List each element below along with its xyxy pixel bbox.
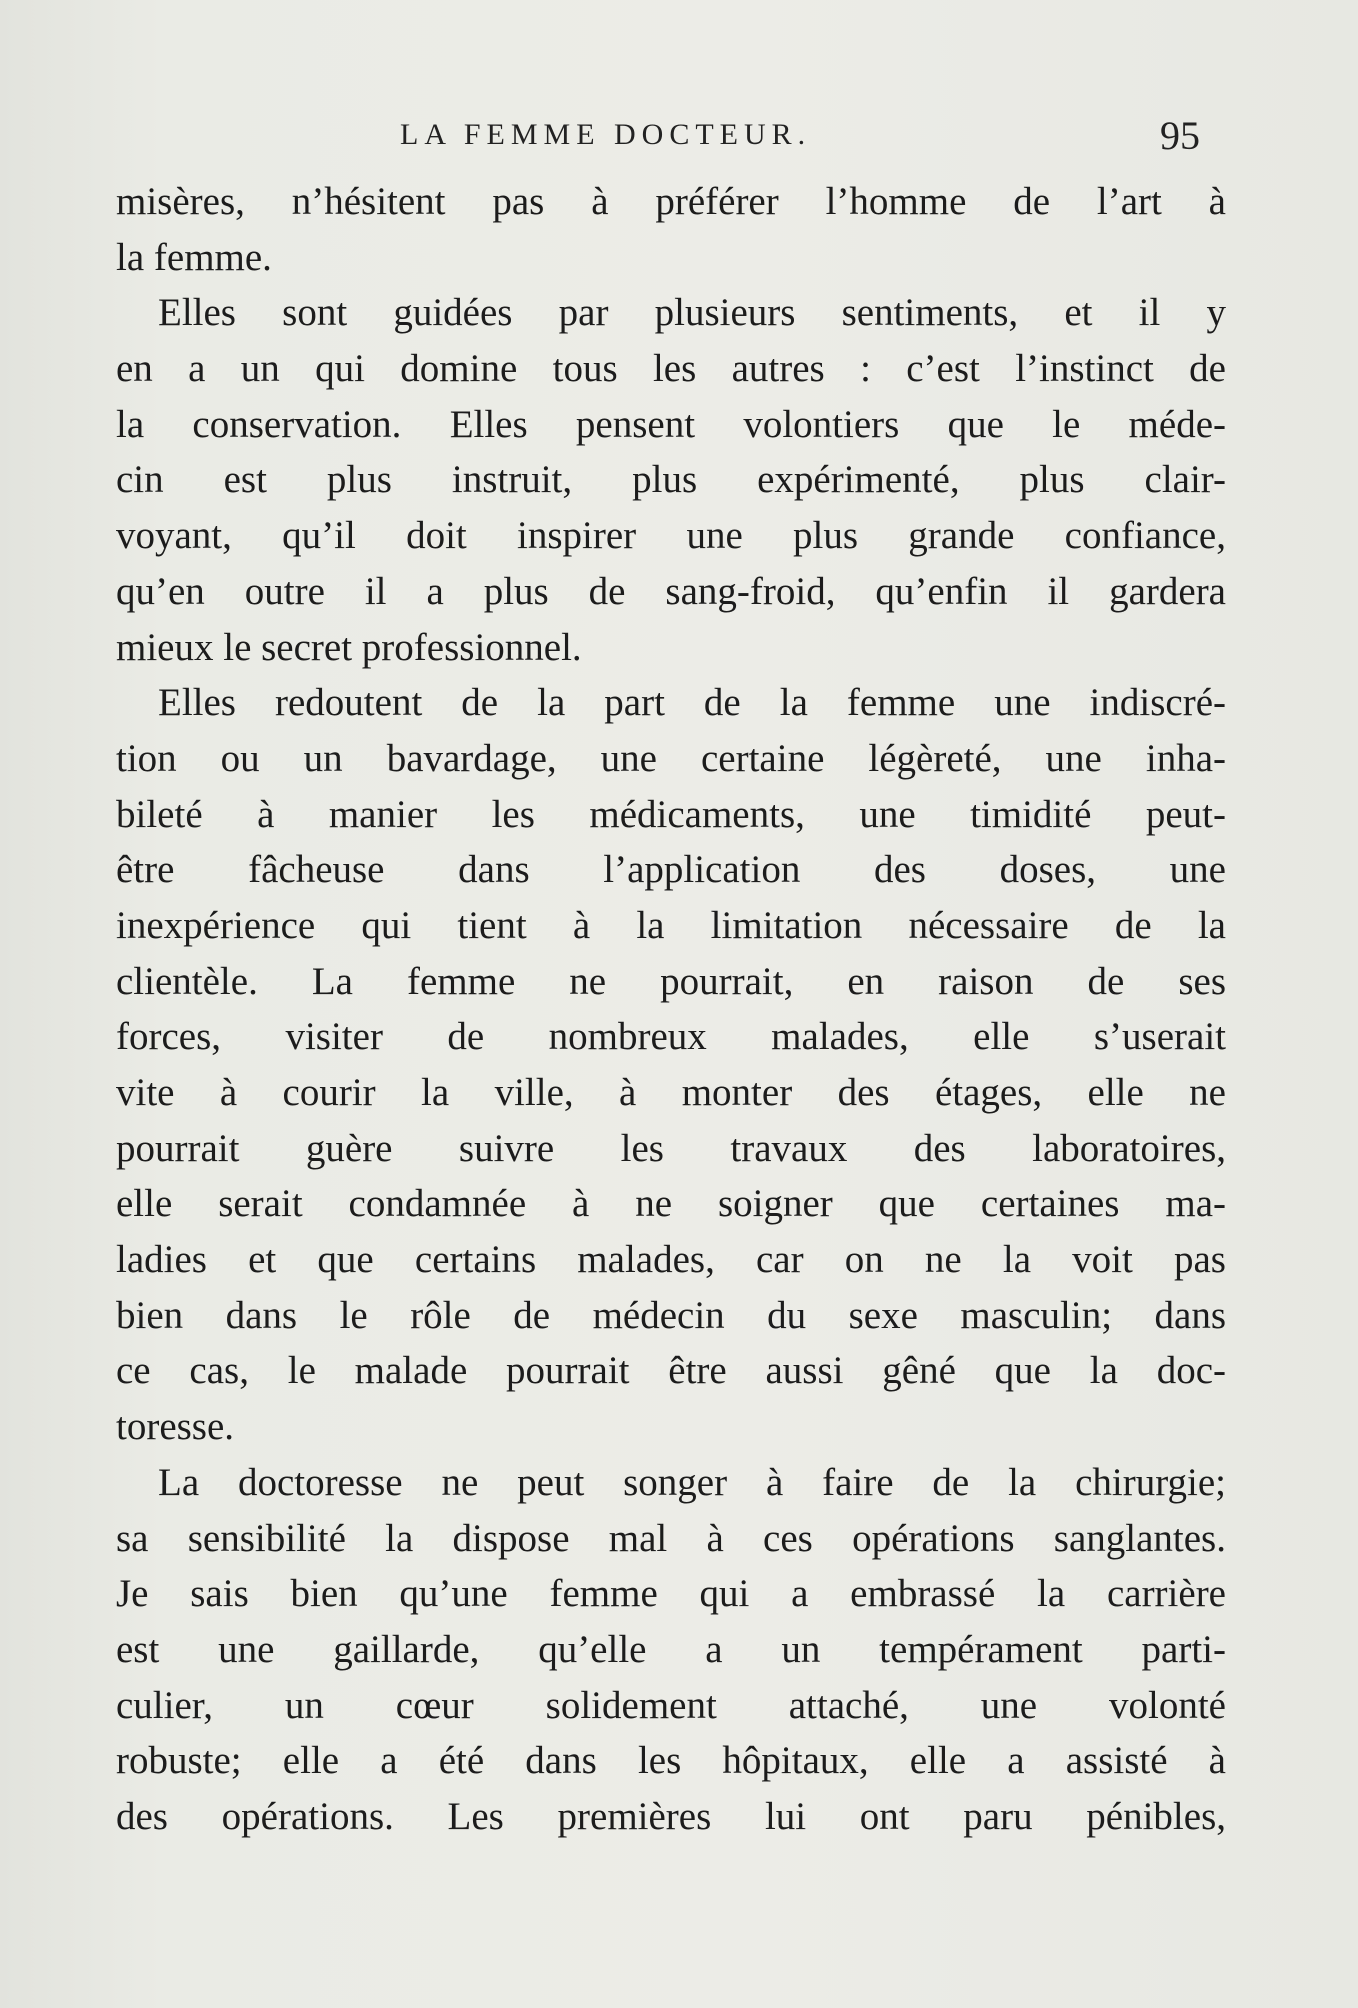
running-head bbox=[120, 112, 1200, 156]
text-line: être fâcheuse dans l’application des doses, une bbox=[116, 848, 1226, 892]
text-line: bileté à manier les médicaments, une timidité peut- bbox=[116, 792, 1226, 836]
text-line: vite à courir la ville, à monter des étages, elle ne bbox=[116, 1071, 1226, 1114]
running-title: LA FEMME DOCTEUR. bbox=[400, 118, 812, 151]
body-text bbox=[116, 174, 1226, 1845]
text-line: culier, un cœur solidement attaché, une volonté bbox=[116, 1683, 1226, 1727]
text-line: robuste; elle a été dans les hôpitaux, elle a assisté à bbox=[116, 1739, 1226, 1783]
text-line: mieux le secret professionnel. bbox=[116, 625, 582, 669]
text-line: des opérations. Les premières lui ont paru pénibles, bbox=[116, 1794, 1226, 1838]
text-line: cin est plus instruit, plus expérimenté, plus clair- bbox=[116, 458, 1226, 502]
text-line: Je sais bien qu’une femme qui a embrassé la carrière bbox=[116, 1572, 1226, 1616]
text-line: clientèle. La femme ne pourrait, en raison de ses bbox=[116, 959, 1226, 1003]
text-line: sa sensibilité la dispose mal à ces opérations sanglantes. bbox=[116, 1516, 1226, 1560]
text-line: la femme. bbox=[116, 235, 272, 279]
text-line: en a un qui domine tous les autres : c’est l’instinct de bbox=[116, 347, 1226, 391]
text-line: Elles redoutent de la part de la femme une indiscré- bbox=[158, 681, 1226, 725]
text-line: tion ou un bavardage, une certaine légèreté, une inha- bbox=[116, 736, 1226, 780]
text-line: pourrait guère suivre les travaux des laboratoires, bbox=[116, 1126, 1226, 1170]
text-line: ladies et que certains malades, car on ne la voit pas bbox=[116, 1238, 1226, 1282]
text-line: toresse. bbox=[116, 1405, 235, 1449]
text-line: misères, n’hésitent pas à préférer l’homme de l’art à bbox=[116, 180, 1226, 223]
text-line: Elles sont guidées par plusieurs sentiments, et il y bbox=[158, 291, 1226, 335]
text-line: La doctoresse ne peut songer à faire de la chirurgie; bbox=[158, 1460, 1226, 1504]
text-line: qu’en outre il a plus de sang-froid, qu’enfin il gardera bbox=[116, 569, 1226, 613]
page-number: 95 bbox=[1160, 113, 1200, 158]
text-line: voyant, qu’il doit inspirer une plus grande confiance, bbox=[116, 514, 1226, 558]
text-line: ce cas, le malade pourrait être aussi gêné que la doc- bbox=[116, 1349, 1226, 1393]
text-line: bien dans le rôle de médecin du sexe masculin; dans bbox=[116, 1293, 1226, 1337]
text-line: est une gaillarde, qu’elle a un tempérament parti- bbox=[116, 1627, 1226, 1671]
text-line: inexpérience qui tient à la limitation nécessaire de la bbox=[116, 903, 1226, 947]
text-line: la conservation. Elles pensent volontiers que le méde- bbox=[116, 402, 1226, 446]
text-line: forces, visiter de nombreux malades, elle s’userait bbox=[116, 1015, 1226, 1059]
text-line: elle serait condamnée à ne soigner que certaines ma- bbox=[116, 1182, 1226, 1226]
